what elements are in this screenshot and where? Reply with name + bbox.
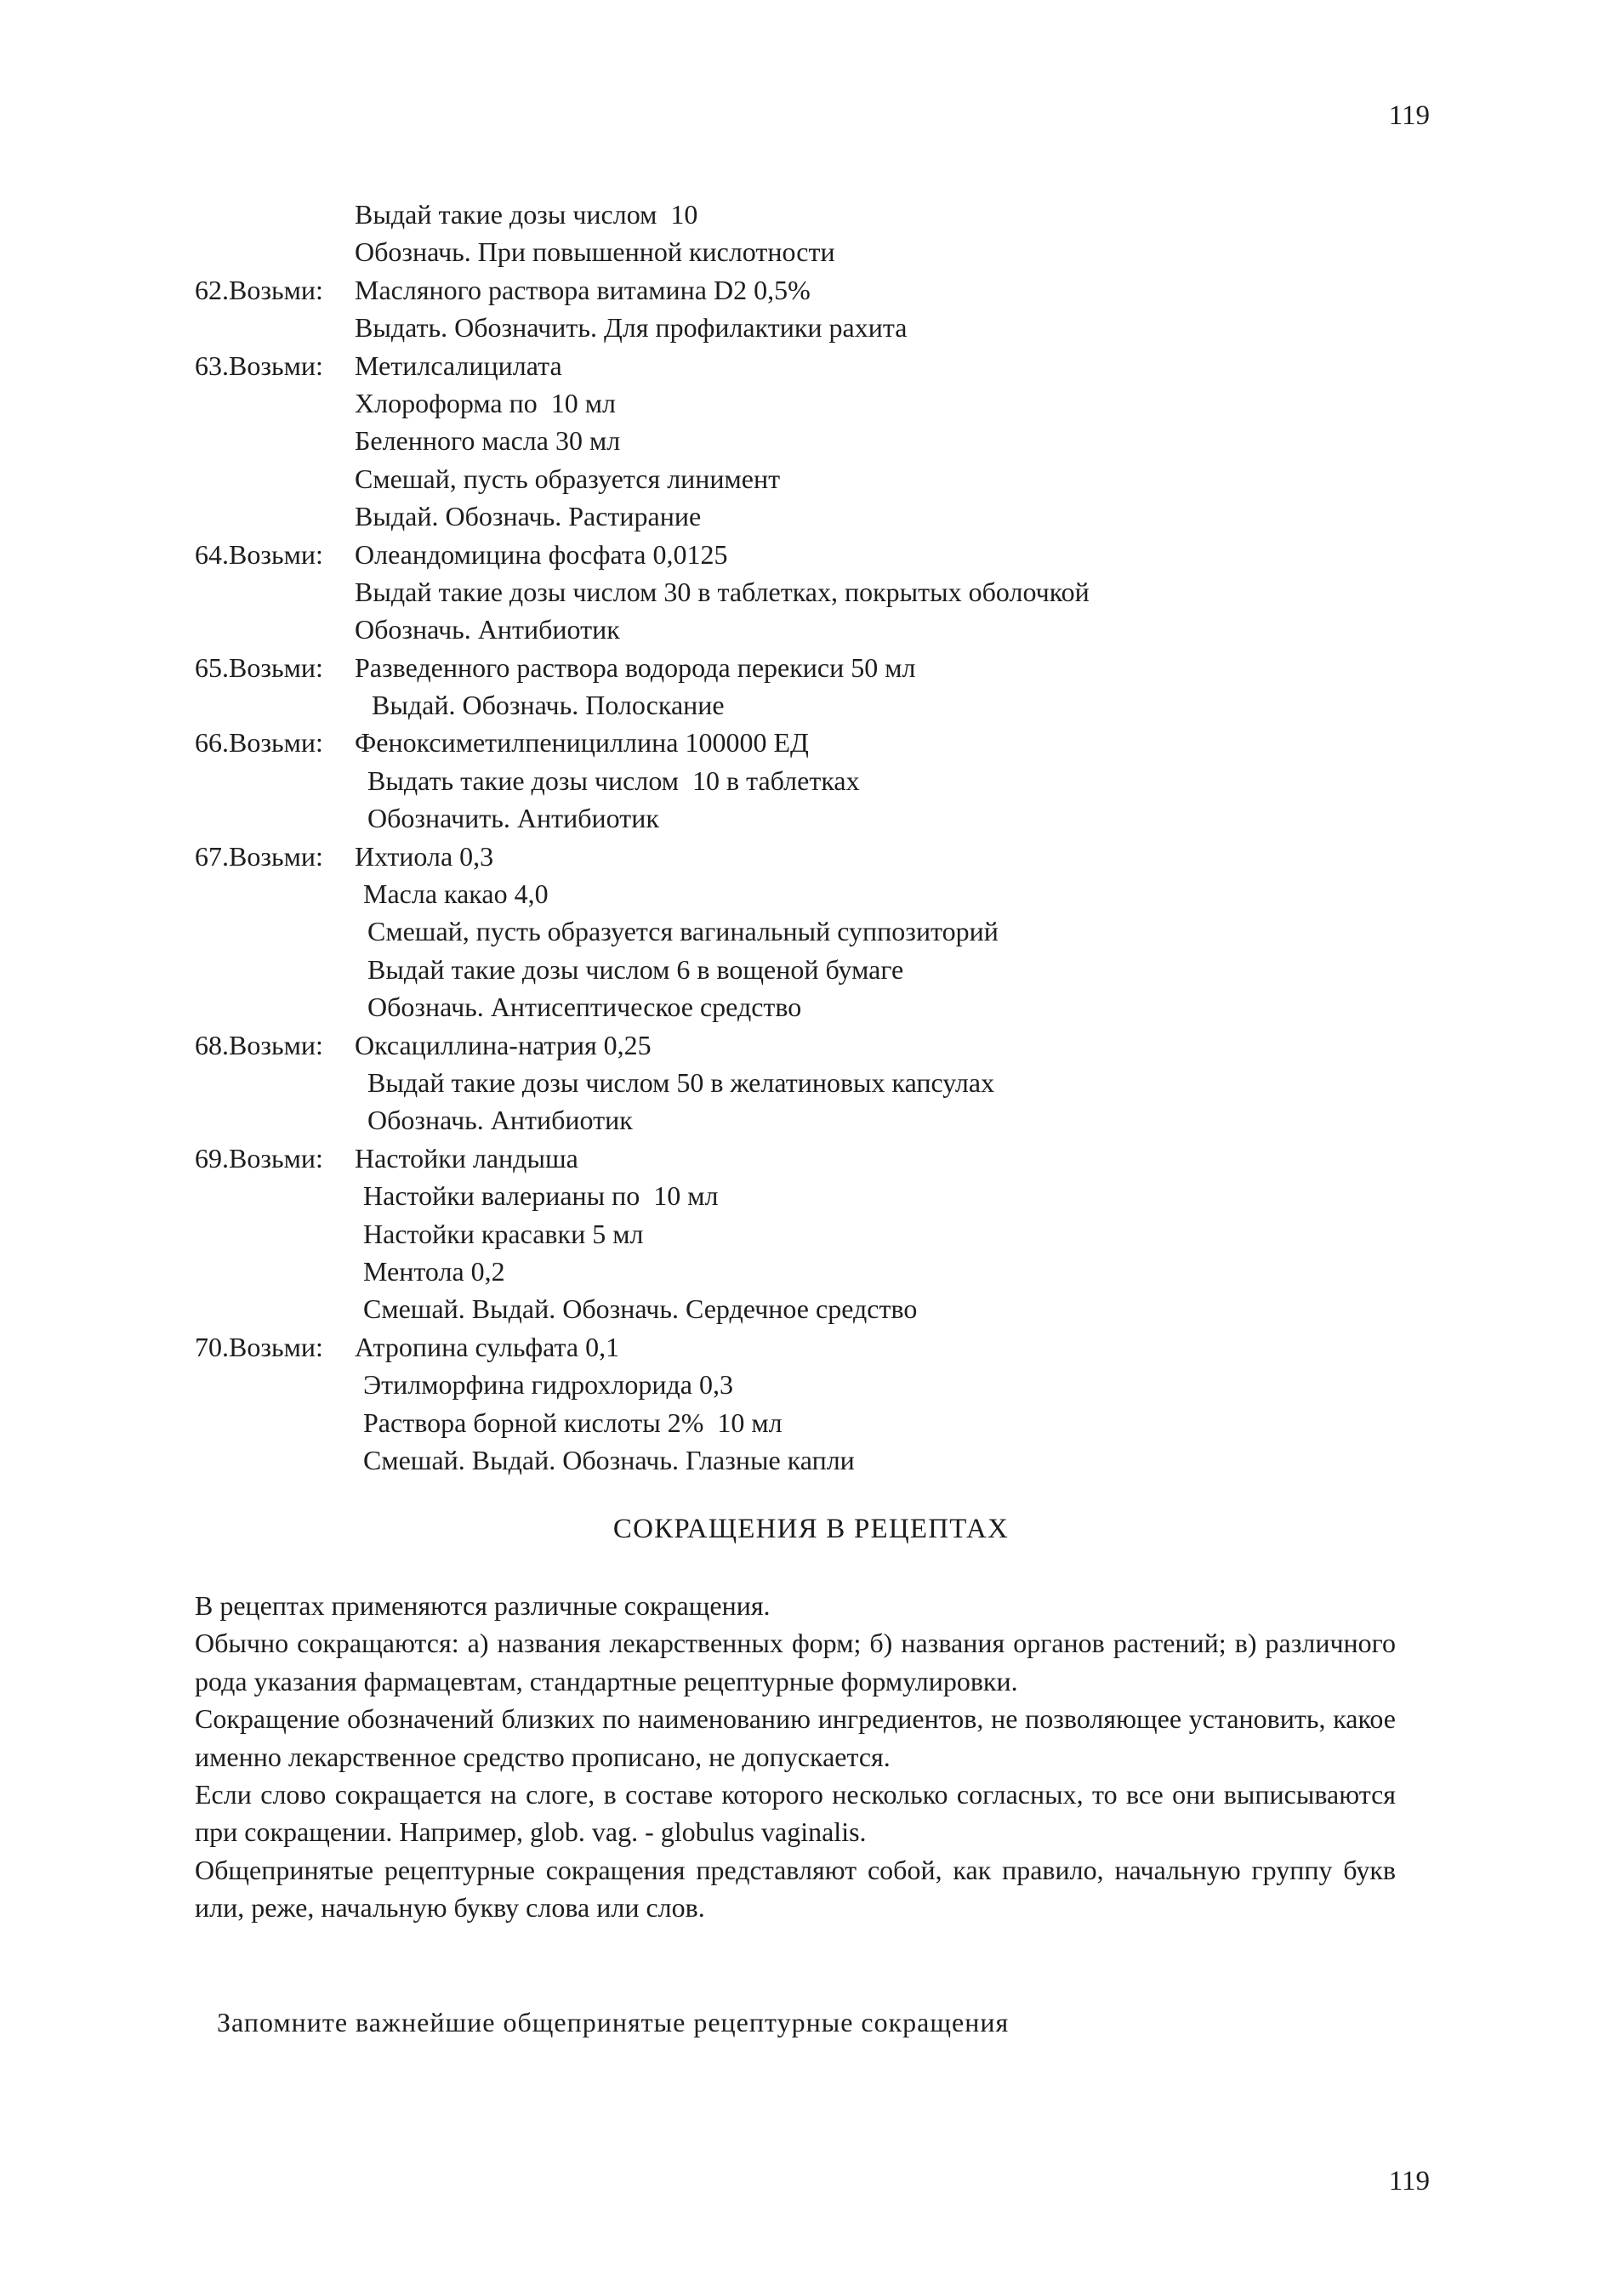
prescription-text: Выдай такие дозы числом 30 в таблетках, покрытых оболочкой — [355, 576, 1090, 607]
prescription-text: Ментола 0,2 — [363, 1255, 505, 1287]
prescription-text: Беленного масла 30 мл — [355, 425, 621, 457]
prescription-text: Атропина сульфата 0,1 — [355, 1331, 620, 1362]
prescription-text: Обозначь. Антисептическое средство — [367, 992, 802, 1023]
paragraph: Сокращение обозначений близких по наименованию ингредиентов, не позволяющее установить, какое именно лекарственное средство прописано, не допускается. — [195, 1703, 1396, 1772]
prescription-number: 68.Возьми: — [195, 1029, 323, 1060]
prescription-text: Масла какао 4,0 — [363, 878, 549, 910]
prescription-text: Выдай такие дозы числом 50 в желатиновых капсулах — [367, 1066, 995, 1098]
prescription-text: Разведенного раствора водорода перекиси 50 мл — [355, 651, 916, 683]
prescription-text: Выдай. Обозначь. Растирание — [355, 501, 702, 532]
prescription-number: 70.Возьми: — [195, 1331, 323, 1362]
prescription-text: Обозначь. Антибиотик — [355, 614, 620, 645]
prescription-text: Смешай. Выдай. Обозначь. Сердечное средство — [363, 1293, 918, 1325]
prescription-text: Настойки ландыша — [355, 1142, 578, 1174]
prescription-text: Масляного раствора витамина D2 0,5% — [355, 274, 811, 305]
prescription-text: Выдать. Обозначить. Для профилактики рахита — [355, 312, 908, 344]
prescription-line — [195, 1064, 1471, 1101]
memo-line: Запомните важнейшие общепринятые рецептурные сокращения — [217, 2007, 1010, 2037]
prescription-line — [195, 1215, 1471, 1253]
prescription-text: Выдай такие дозы числом 10 — [355, 199, 698, 230]
prescription-list — [195, 196, 1471, 1479]
prescription-line — [195, 838, 1471, 875]
prescription-text: Выдать такие дозы числом 10 в таблетках — [367, 764, 860, 796]
prescription-number: 64.Возьми: — [195, 538, 323, 570]
prescription-line — [195, 1366, 1471, 1403]
prescription-line — [195, 912, 1471, 950]
prescription-line — [195, 1101, 1471, 1139]
prescription-text: Выдай такие дозы числом 6 в вощеной бумаге — [367, 953, 904, 985]
prescription-text: Метилсалицилата — [355, 350, 562, 381]
prescription-text: Смешай, пусть образуется линимент — [355, 463, 781, 494]
paragraph: Если слово сокращается на слоге, в составе которого несколько согласных, то все они выписываются при сокращении. Например, glob. vag. - globulus vaginalis. — [195, 1779, 1396, 1848]
prescription-text: Раствора борной кислоты 2% 10 мл — [363, 1407, 783, 1438]
prescription-line — [195, 1441, 1471, 1479]
prescription-text: Настойки валерианы по 10 мл — [363, 1180, 719, 1212]
prescription-number: 62.Возьми: — [195, 274, 323, 305]
prescription-line — [195, 762, 1471, 799]
body-text — [195, 1587, 1396, 1927]
paragraph: В рецептах применяются различные сокращения. — [195, 1590, 771, 1621]
prescription-text: Ихтиола 0,3 — [355, 840, 494, 872]
prescription-line — [195, 1253, 1471, 1290]
prescription-line — [195, 309, 1471, 346]
prescription-text: Выдай. Обозначь. Полоскание — [372, 690, 725, 721]
prescription-number: 66.Возьми: — [195, 727, 323, 759]
prescription-line — [195, 1026, 1471, 1064]
page-number-top: 119 — [1388, 100, 1430, 131]
prescription-line — [195, 460, 1471, 497]
prescription-line — [195, 384, 1471, 422]
prescription-text: Обозначить. Антибиотик — [367, 803, 659, 834]
prescription-line — [195, 686, 1471, 724]
prescription-line — [195, 1290, 1471, 1327]
prescription-text: Феноксиметилпенициллина 100000 ЕД — [355, 727, 809, 759]
prescription-line — [195, 1404, 1471, 1441]
prescription-line — [195, 1177, 1471, 1214]
prescription-line — [195, 196, 1471, 233]
prescription-text: Этилморфина гидрохлорида 0,3 — [363, 1369, 733, 1401]
paragraph: Обычно сокращаются: а) названия лекарственных форм; б) названия органов растений; в) различного рода указания фармацевтам, стандартные рецептурные формулировки. — [195, 1628, 1396, 1696]
prescription-line — [195, 724, 1471, 761]
prescription-line — [195, 573, 1471, 611]
page-number-bottom: 119 — [1388, 2166, 1430, 2197]
prescription-line — [195, 536, 1471, 573]
prescription-text: Обозначь. При повышенной кислотности — [355, 236, 835, 268]
prescription-line — [195, 1328, 1471, 1366]
prescription-text: Хлороформа по 10 мл — [355, 387, 616, 418]
prescription-line — [195, 799, 1471, 837]
prescription-text: Олеандомицина фосфата 0,0125 — [355, 538, 728, 570]
section-heading: СОКРАЩЕНИЯ В РЕЦЕПТАХ — [612, 1514, 1010, 1544]
prescription-line — [195, 611, 1471, 648]
prescription-line — [195, 347, 1471, 384]
prescription-line — [195, 422, 1471, 459]
prescription-line — [195, 271, 1471, 309]
prescription-number: 67.Возьми: — [195, 840, 323, 872]
prescription-text: Настойки красавки 5 мл — [363, 1218, 644, 1249]
prescription-text: Оксациллина-натрия 0,25 — [355, 1029, 652, 1060]
prescription-text: Обозначь. Антибиотик — [367, 1105, 633, 1136]
prescription-number: 65.Возьми: — [195, 651, 323, 683]
prescription-text: Смешай. Выдай. Обозначь. Глазные капли — [363, 1444, 855, 1475]
paragraph: Общепринятые рецептурные сокращения представляют собой, как правило, начальную группу букв или, реже, начальную букву слова или слов. — [195, 1854, 1396, 1924]
prescription-line — [195, 233, 1471, 270]
prescription-line — [195, 951, 1471, 988]
prescription-line — [195, 988, 1471, 1026]
prescription-line — [195, 649, 1471, 686]
prescription-line — [195, 1139, 1471, 1177]
prescription-text: Смешай, пусть образуется вагинальный суппозиторий — [367, 916, 999, 947]
prescription-line — [195, 497, 1471, 535]
prescription-line — [195, 875, 1471, 912]
prescription-number: 69.Возьми: — [195, 1142, 323, 1174]
prescription-number: 63.Возьми: — [195, 350, 323, 381]
